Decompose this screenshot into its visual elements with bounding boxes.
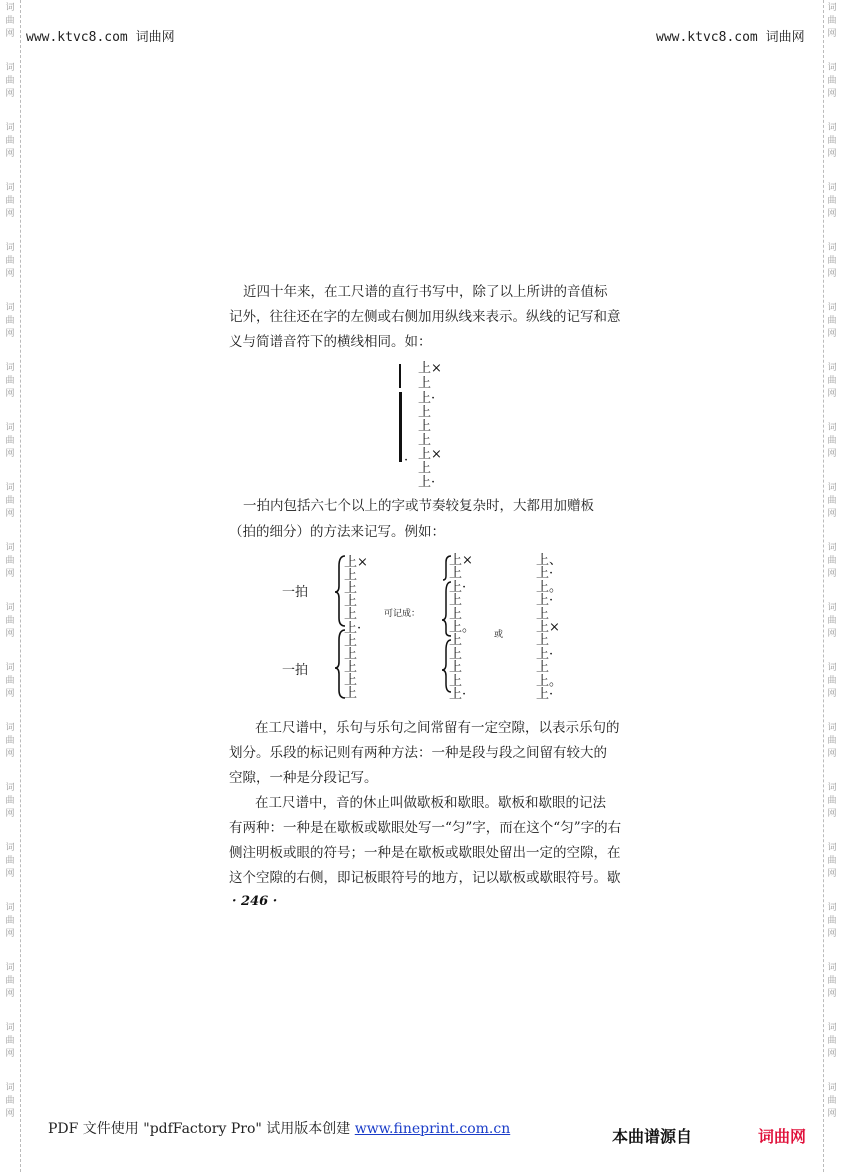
notation-char: 上 [344,568,358,584]
notation-char: 上× [536,620,560,635]
side-watermark: 词 曲 网 [827,963,837,999]
brand-logo: 词曲网 [758,1127,807,1146]
notation-char: 上· [536,566,554,582]
source-label: 本曲谱源自 [612,1127,693,1146]
side-watermark: 词 曲 网 [827,1083,837,1119]
side-watermark: 词 曲 网 [5,423,15,459]
or-label: 或 [494,630,504,640]
notation-char: 上 [344,672,358,688]
side-watermark: 词 曲 网 [827,603,837,639]
side-watermark: 词 曲 网 [827,663,837,699]
side-watermark: 词 曲 网 [827,783,837,819]
notation-char: 上。 [536,579,563,595]
side-watermark: 词 曲 网 [827,903,837,939]
side-watermark: 词 曲 网 [827,243,837,279]
side-watermark: 词 曲 网 [5,63,15,99]
paragraph-line: 划分。乐段的标记则有两种方法：一种是段与段之间留有较大的 [229,745,607,761]
paragraph-line: 在工尺谱中，乐句与乐句之间常留有一定空隙，以表示乐句的 [255,720,620,736]
notation-char: 上 [449,660,463,676]
paragraph-line: （拍的细分）的方法来记写。例如： [229,524,445,540]
side-watermark: 词 曲 网 [5,3,15,39]
side-watermark: 词 曲 网 [5,963,15,999]
side-watermark: 词 曲 网 [5,363,15,399]
notation-char: 上 [418,405,432,420]
notation-char: 上 [344,659,358,675]
side-watermark: 词 曲 网 [827,1023,837,1059]
paragraph-line: 在工尺谱中，音的休止叫做歇板和歇眼。歇板和歇眼的记法 [255,795,606,811]
side-watermark: 词 曲 网 [5,483,15,519]
side-watermark: 词 曲 网 [827,63,837,99]
paragraph-line: 这个空隙的右侧，即记板眼符号的地方，记以歇板或歇眼符号。歇 [229,870,621,886]
notation-char: 上 [449,673,463,689]
notation-char: 上· [449,687,467,702]
notation-char: 上、 [536,553,563,568]
notation-char: 上 [418,433,432,448]
notation-char: 上 [449,606,463,622]
side-watermark: 词 曲 网 [827,183,837,219]
notation-char: 上× [418,447,442,462]
notation-char: 上 [344,581,358,597]
notation-char: 上· [536,593,554,609]
notation-char: 上× [449,553,473,568]
side-watermark: 词 曲 网 [5,1023,15,1059]
notation-char: 上 [344,646,358,662]
side-watermark: 词 曲 网 [827,483,837,519]
side-watermark: 词 曲 网 [5,1083,15,1119]
side-watermark: 词 曲 网 [5,723,15,759]
beat-line [399,364,401,388]
notation-char: 上。 [536,673,563,689]
notation-char: 上 [418,461,432,476]
footer-text: PDF 文件使用 "pdfFactory Pro" 试用版本创建 [48,1121,355,1137]
side-watermark: 词 曲 网 [5,603,15,639]
side-watermark: 词 曲 网 [5,543,15,579]
notation-char: 上· [536,646,554,662]
notation-char: 上 [418,376,432,391]
side-watermark: 词 曲 网 [5,303,15,339]
notation-char: 上 [536,660,550,676]
side-watermark: 词 曲 网 [5,123,15,159]
notation-char: 上 [344,686,358,701]
side-watermark: 词 曲 网 [5,903,15,939]
paragraph-line: 一拍内包括六七个以上的字或节奏较复杂时，大都用加赠板 [243,498,594,514]
notation-char: 上 [344,607,358,623]
side-watermark: 词 曲 网 [5,243,15,279]
side-watermark: 词 曲 网 [5,183,15,219]
beat-label: 一拍 [282,585,309,600]
notation-char: 上 [418,419,432,434]
notation-char: 上 [536,606,550,622]
side-watermark: 词 曲 网 [5,663,15,699]
notation-char: 上· [418,391,436,406]
paragraph-line: 空隙，一种是分段记写。 [229,770,378,786]
side-watermark: 词 曲 网 [5,843,15,879]
notation-char: 上 [449,646,463,662]
paragraph-line: 义与简谱音符下的横线相同。如： [229,334,432,350]
beat-label: 一拍 [282,663,309,678]
side-watermark: 词 曲 网 [827,843,837,879]
paragraph-line: 近四十年来，在工尺谱的直行书写中，除了以上所讲的音值标 [243,284,608,300]
notation-char: 上 [344,633,358,649]
notation-char: 上× [418,361,442,376]
header-watermark-left: www.ktvc8.com 词曲网 [26,30,175,45]
side-watermark: 词 曲 网 [827,423,837,459]
header-watermark-right: www.ktvc8.com 词曲网 [656,30,805,45]
notation-char: 上× [344,555,368,570]
notation-char: 上 [449,566,463,582]
paragraph-line: 侧注明板或眼的符号；一种是在歇板或歇眼处留出一定的空隙，在 [229,845,621,861]
notation-char: 上· [418,475,436,490]
side-watermark: 词 曲 网 [827,303,837,339]
side-watermark: 词 曲 网 [827,543,837,579]
notation-char: 上。 [449,620,476,635]
can-write-as-label: 可记成： [384,609,421,619]
side-watermark: 词 曲 网 [827,363,837,399]
notation-char: 上 [449,633,463,649]
beat-line [399,392,402,462]
side-watermark: 词 曲 网 [5,783,15,819]
paragraph-line: 有两种：一种是在歇板或歇眼处写一“匀”字，而在这个“匀”字的右 [229,820,622,836]
fineprint-link[interactable]: www.fineprint.com.cn [354,1121,511,1137]
side-watermark: 词 曲 网 [827,3,837,39]
pdf-footer [48,1118,510,1138]
side-watermark: 词 曲 网 [827,123,837,159]
notation-char: 上 [536,633,550,649]
paragraph-line: 记外，往往还在字的左侧或右侧加用纵线来表示。纵线的记写和意 [229,309,621,325]
notation-char: 上 [344,594,358,610]
notation-char: 上 [449,593,463,609]
notation-char: 上· [344,620,362,636]
notation-char: 上· [536,687,554,702]
side-watermark: 词 曲 网 [827,723,837,759]
notation-char: 上· [449,579,467,595]
page-number: · 246 · [232,894,278,909]
